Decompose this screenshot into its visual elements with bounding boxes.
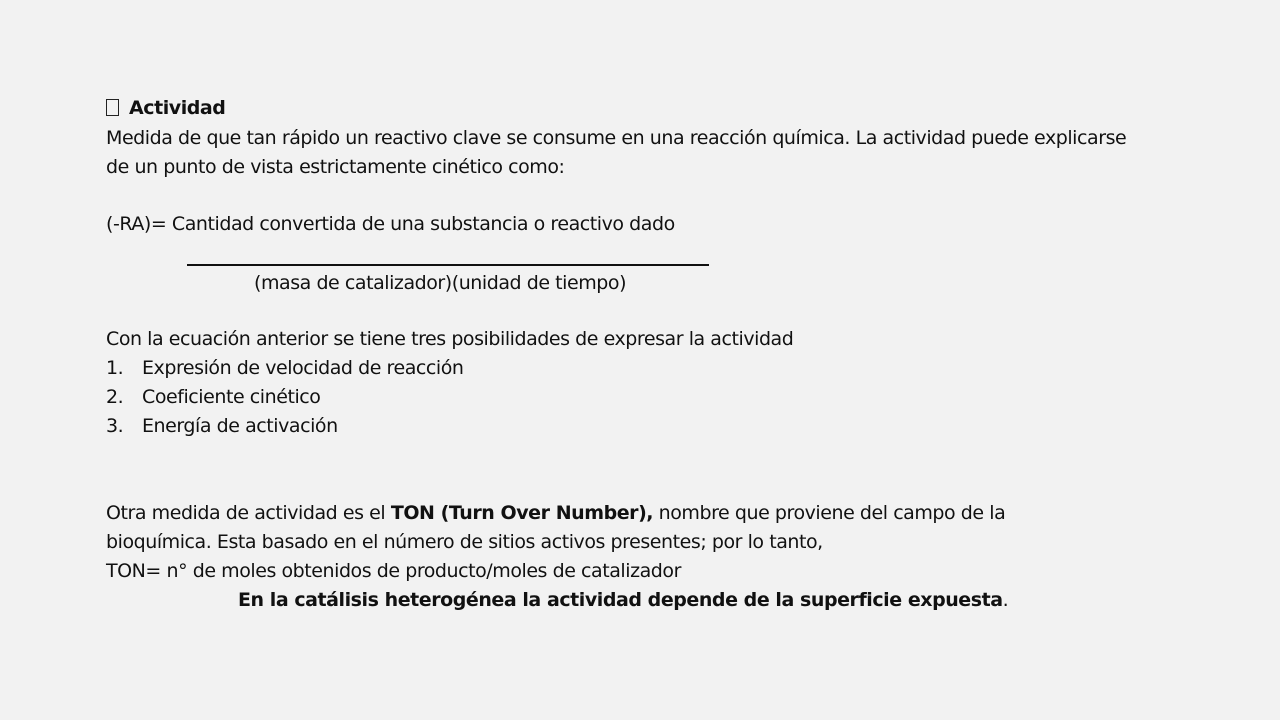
section-heading <box>106 96 225 120</box>
conclusion-bold: En la catálisis heterogénea la actividad depende de la superficie expuesta <box>238 589 1003 611</box>
ton-line-2: bioquímica. Esta basado en el número de sitios activos presentes; por lo tanto, <box>106 531 823 553</box>
conclusion <box>238 588 1008 612</box>
conclusion-end: . <box>1002 589 1009 611</box>
ton-line-1 <box>106 501 1005 525</box>
possibilities-lead: Con la ecuación anterior se tiene tres posibilidades de expresar la actividad <box>106 328 794 350</box>
list-text: Expresión de velocidad de reacción <box>142 357 464 379</box>
intro-line-2: de un punto de vista estrictamente cinético como: <box>106 156 565 178</box>
intro-line-1: Medida de que tan rápido un reactivo clave se consume en una reacción química. La actividad puede explicarse <box>106 127 1127 149</box>
ton-prefix: Otra medida de actividad es el <box>106 502 391 524</box>
checkbox-bullet-icon <box>106 99 119 116</box>
heading-text: Actividad <box>129 97 226 119</box>
list-item <box>106 414 338 438</box>
list-number: 1. <box>106 357 124 379</box>
ton-suffix: nombre que proviene del campo de la <box>653 502 1006 524</box>
list-item <box>106 356 464 380</box>
equation-numerator: (-RA)= Cantidad convertida de una substancia o reactivo dado <box>106 213 675 235</box>
list-text: Coeficiente cinético <box>142 386 321 408</box>
ton-bold-term: TON (Turn Over Number), <box>390 502 654 524</box>
list-number: 3. <box>106 415 124 437</box>
list-item <box>106 385 320 409</box>
equation-denominator: (masa de catalizador)(unidad de tiempo) <box>254 272 627 294</box>
ton-formula: TON= n° de moles obtenidos de producto/moles de catalizador <box>106 560 681 582</box>
list-number: 2. <box>106 386 124 408</box>
fraction-bar <box>187 264 709 266</box>
list-text: Energía de activación <box>142 415 338 437</box>
